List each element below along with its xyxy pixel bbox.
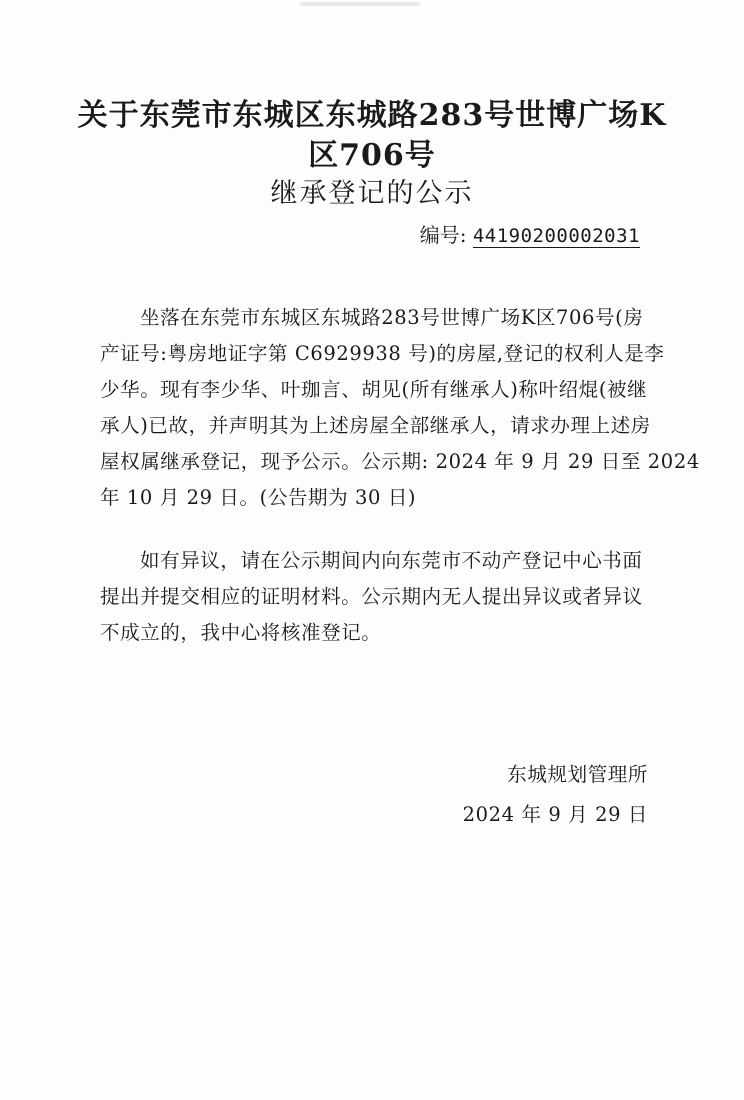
notice-number-value: 44190200002031 <box>472 225 640 247</box>
paragraph-1-line-4: 承人)已故，并声明其为上述房屋全部继承人，请求办理上述房 <box>100 414 651 437</box>
paragraph-1-line-1: 坐落在东莞市东城区东城路283号世博广场K区706号(房 <box>140 306 644 329</box>
paragraph-1-line-5: 屋权属继承登记，现予公示。公示期: 2024 年 9 月 29 日至 2024 <box>100 450 700 473</box>
signature-date: 2024 年 9 月 29 日 <box>462 803 648 826</box>
notice-number-label: 编号: <box>419 223 467 247</box>
paragraph-2-line-3: 不成立的，我中心将核准登记。 <box>100 621 382 644</box>
subtitle: 继承登记的公示 <box>270 178 474 209</box>
title-line-1: 关于东莞市东城区东城路283号世博广场K <box>77 98 667 133</box>
paragraph-1-line-6: 年 10 月 29 日。(公告期为 30 日) <box>100 486 417 509</box>
paragraph-2-line-2: 提出并提交相应的证明材料。公示期内无人提出异议或者异议 <box>100 585 643 608</box>
paragraph-1-line-2: 产证号:粤房地证字第 C6929938 号)的房屋,登记的权利人是李 <box>100 342 665 365</box>
paragraph-1-line-3: 少华。现有李少华、叶珈言、胡见(所有继承人)称叶绍焜(被继 <box>100 378 648 401</box>
title-line-2: 区706号 <box>308 138 436 173</box>
paragraph-2-line-1: 如有异议，请在公示期间内向东莞市不动产登记中心书面 <box>140 549 643 572</box>
scan-artifact <box>300 2 420 6</box>
notice-number <box>420 218 640 253</box>
signature-org: 东城规划管理所 <box>507 763 648 786</box>
